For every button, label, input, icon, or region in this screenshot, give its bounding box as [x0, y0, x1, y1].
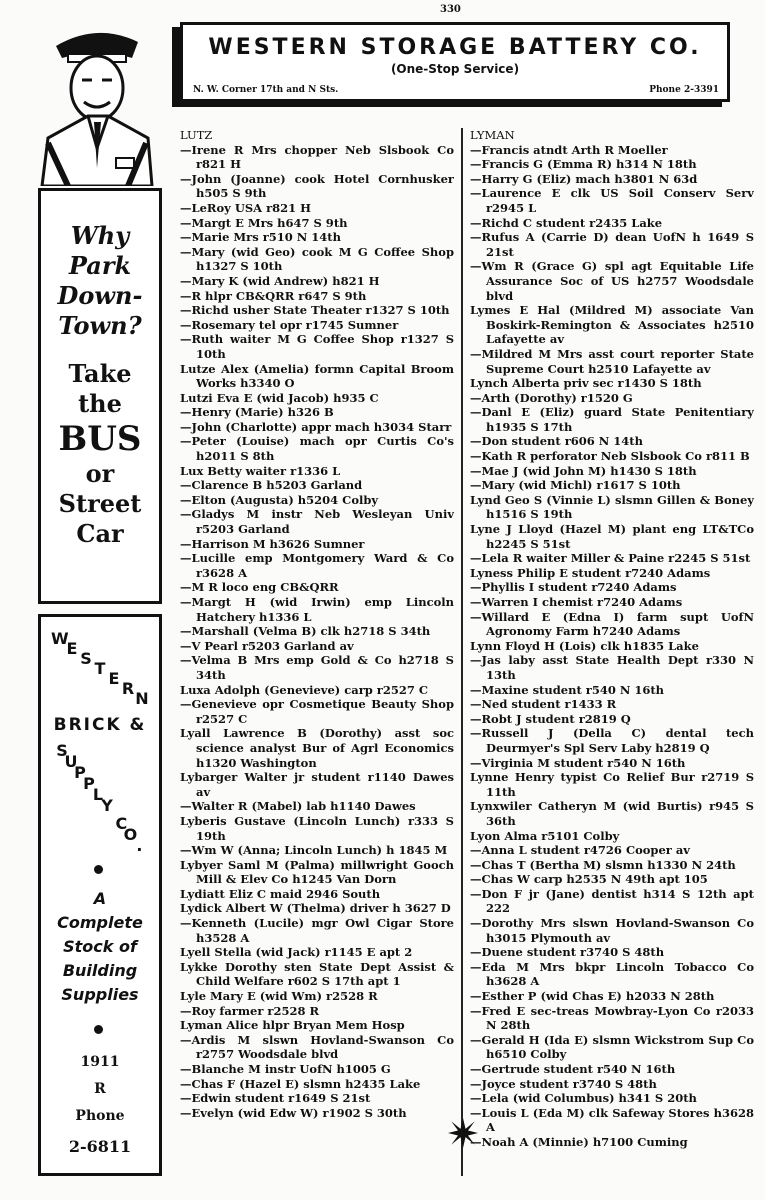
- take-line: the: [78, 389, 122, 418]
- directory-entry: — LeRoy USA r821 H: [180, 201, 454, 216]
- diagonal-letter: E: [108, 669, 120, 688]
- diagonal-letter: U: [64, 752, 78, 771]
- brick-ad-address: Phone: [75, 1108, 125, 1124]
- directory-entry: Lyon Alma r5101 Colby: [470, 828, 620, 843]
- directory-column-right: [470, 128, 754, 1188]
- directory-entry: — Richd usher State Theater r1327 S 10th: [180, 303, 454, 318]
- surname-heading: LYMAN: [470, 128, 515, 142]
- diagonal-letter: C: [115, 813, 128, 833]
- bullet-dot-icon: [94, 1025, 103, 1034]
- directory-entry: — Blanche M instr UofN h1005 G: [180, 1062, 454, 1077]
- directory-entry: — M R loco eng CB&QRR: [180, 580, 454, 595]
- directory-entry: — Mary (wid Geo) cook M G Coffee Shop h1327 S 10th: [180, 245, 454, 274]
- or-line: Street: [58, 489, 142, 518]
- directory-entry: — Lela R waiter Miller & Paine r2245 S 51st: [470, 551, 754, 566]
- column-divider: [461, 128, 463, 1176]
- directory-entry: Lyell Stella (wid Jack) r1145 E apt 2: [180, 945, 413, 960]
- directory-entry: — Arth (Dorothy) r1520 G: [470, 391, 754, 406]
- directory-entry: Lyman Alice hlpr Bryan Mem Hosp: [180, 1018, 405, 1033]
- directory-entry: Lutzi Eva E (wid Jacob) h935 C: [180, 390, 379, 405]
- directory-entry: — Ruth waiter M G Coffee Shop r1327 S 10th: [180, 332, 454, 361]
- directory-entry: — John (Joanne) cook Hotel Cornhusker h505 S 9th: [180, 172, 454, 201]
- diagonal-letter: .: [136, 835, 143, 855]
- stock-line: Supplies: [61, 985, 139, 1004]
- directory-entry: — Fred E sec-treas Mowbray-Lyon Co r2033 N 28th: [470, 1004, 754, 1033]
- diagonal-letter: N: [135, 689, 149, 708]
- directory-entry: — Elton (Augusta) h5204 Colby: [180, 493, 454, 508]
- directory-entry: Lyberis Gustave (Lincoln Lunch) r333 S 19th: [180, 813, 454, 843]
- directory-entry: — Don F jr (Jane) dentist h314 S 12th apt 222: [470, 887, 754, 916]
- directory-entry: — Wm W (Anna; Lincoln Lunch) h 1845 M: [180, 843, 454, 858]
- directory-entry: — Richd C student r2435 Lake: [470, 216, 754, 231]
- directory-entry: Luxa Adolph (Genevieve) carp r2527 C: [180, 682, 429, 697]
- directory-entry: Lydick Albert W (Thelma) driver h 3627 D: [180, 901, 451, 916]
- directory-entry: — Robt J student r2819 Q: [470, 712, 754, 727]
- diagonal-letter: E: [66, 639, 78, 658]
- directory-entry: — John (Charlotte) appr mach h3034 Starr: [180, 420, 454, 435]
- brick-supply-ad: [38, 614, 162, 1176]
- stock-line: A: [93, 889, 107, 908]
- why-line: Why: [70, 221, 130, 250]
- directory-entry: — Louis L (Eda M) clk Safeway Stores h3628 A: [470, 1106, 754, 1135]
- page-number: 330: [440, 4, 461, 15]
- directory-entry: — Anna L student r4726 Cooper av: [470, 843, 754, 858]
- diagonal-letter: L: [92, 785, 104, 804]
- banner-address: N. W. Corner 17th and N Sts.: [193, 85, 339, 95]
- directory-entry: — Ned student r1433 R: [470, 697, 754, 712]
- directory-entry: — Gladys M instr Neb Wesleyan Univ r5203 Garland: [180, 507, 454, 536]
- or-line: or: [85, 459, 115, 488]
- directory-entry: — Marshall (Velma B) clk h2718 S 34th: [180, 624, 454, 639]
- diagonal-letter: P: [74, 763, 86, 782]
- directory-entry: — Don student r606 N 14th: [470, 434, 754, 449]
- directory-entry: — Wm R (Grace G) spl agt Equitable Life Assurance Soc of US h2757 Woodsdale blvd: [470, 259, 754, 303]
- directory-entry: — Kenneth (Lucile) mgr Owl Cigar Store h3528 A: [180, 916, 454, 945]
- directory-entry: — Chas F (Hazel E) slsmn h2435 Lake: [180, 1077, 454, 1092]
- directory-entry: — Warren I chemist r7240 Adams: [470, 595, 754, 610]
- directory-entry: — Esther P (wid Chas E) h2033 N 28th: [470, 989, 754, 1004]
- brick-ad-brick: BRICK &: [53, 715, 147, 735]
- directory-entry: — Harrison M h3626 Sumner: [180, 537, 454, 552]
- directory-entry: — Ardis M slswn Hovland-Swanson Co r2757 Woodsdale blvd: [180, 1033, 454, 1062]
- directory-entry: — Edwin student r1649 S 21st: [180, 1091, 454, 1106]
- directory-entry: Lynne Henry typist Co Relief Bur r2719 S 11th: [470, 770, 754, 799]
- directory-entry: — Virginia M student r540 N 16th: [470, 756, 754, 771]
- directory-entry: — Walter R (Mabel) lab h1140 Dawes: [180, 799, 454, 814]
- directory-entry: Lydiatt Eliz C maid 2946 South: [180, 886, 381, 901]
- directory-entry: — Russell J (Della C) dental tech Deurmyer's Spl Serv Laby h2819 Q: [470, 726, 754, 755]
- why-line: Park: [68, 251, 132, 280]
- diagonal-letter: S: [80, 649, 92, 668]
- directory-entry: Lynch Alberta priv sec r1430 S 18th: [470, 376, 702, 391]
- directory-entry: — Phyllis I student r7240 Adams: [470, 580, 754, 595]
- brick-ad-supply: [41, 617, 159, 857]
- diagonal-letter: Y: [101, 796, 113, 815]
- directory-entry: Lynxwiler Catheryn M (wid Burtis) r945 S 36th: [470, 799, 754, 828]
- directory-entry: Lybyer Saml M (Palma) millwright Gooch Mill & Elev Co h1245 Van Dorn: [180, 857, 454, 887]
- directory-entry: Lynn Floyd H (Lois) clk h1835 Lake: [470, 638, 699, 653]
- bus-word: BUS: [58, 419, 142, 459]
- directory-entry: Lux Betty waiter r1336 L: [180, 463, 341, 478]
- directory-entry: — Peter (Louise) mach opr Curtis Co's h2011 S 8th: [180, 434, 454, 463]
- diagonal-letter: P: [83, 774, 95, 793]
- directory-entry: — Francis atndt Arth R Moeller: [470, 143, 754, 158]
- diagonal-letter: O: [123, 824, 138, 844]
- directory-entry: Lynd Geo S (Vinnie L) slsmn Gillen & Boney h1516 S 19th: [470, 492, 754, 522]
- directory-entry: — Gertrude student r540 N 16th: [470, 1062, 754, 1077]
- directory-entry: Lykke Dorothy sten State Dept Assist & Child Welfare r602 S 17th apt 1: [180, 959, 454, 989]
- directory-entry: — Clarence B h5203 Garland: [180, 478, 454, 493]
- directory-entry: — Lucille emp Montgomery Ward & Co r3628 A: [180, 551, 454, 580]
- banner-phone: Phone 2-3391: [649, 85, 719, 95]
- diagonal-letter: R: [121, 679, 135, 698]
- directory-entry: — Lela (wid Columbus) h341 S 20th: [470, 1091, 754, 1106]
- stock-line: Building: [62, 961, 138, 980]
- directory-entry: Lyle Mary E (wid Wm) r2528 R: [180, 989, 378, 1004]
- directory-entry: — Henry (Marie) h326 B: [180, 405, 454, 420]
- directory-entry: — Gerald H (Ida E) slsmn Wickstrom Sup Co h6510 Colby: [470, 1033, 754, 1062]
- bus-ad: [38, 188, 162, 604]
- directory-entry: — Danl E (Eliz) guard State Penitentiary h1935 S 17th: [470, 405, 754, 434]
- directory-entry: — Rufus A (Carrie D) dean UofN h 1649 S 21st: [470, 230, 754, 259]
- brick-ad-address: R: [94, 1081, 106, 1097]
- directory-entry: — Mary K (wid Andrew) h821 H: [180, 274, 454, 289]
- bus-driver-illustration-icon: [38, 18, 156, 186]
- bullet-dot-icon: [94, 865, 103, 874]
- directory-entry: — Irene R Mrs chopper Neb Slsbook Co r821 H: [180, 143, 454, 172]
- take-line: Take: [68, 359, 132, 388]
- why-line: Down-: [57, 281, 143, 310]
- directory-entry: — Velma B Mrs emp Gold & Co h2718 S 34th: [180, 653, 454, 682]
- brick-ad-address: 1911: [80, 1054, 120, 1070]
- banner-title: WESTERN STORAGE BATTERY CO.: [208, 35, 702, 60]
- directory-entry: — Evelyn (wid Edw W) r1902 S 30th: [180, 1106, 454, 1121]
- directory-entry: Lymes E Hal (Mildred M) associate Van Boskirk-Remington & Associates h2510 Lafayette av: [470, 303, 754, 347]
- directory-entry: — Noah A (Minnie) h7100 Cuming: [470, 1135, 754, 1150]
- directory-entry: — Marie Mrs r510 N 14th: [180, 230, 454, 245]
- stock-line: Complete: [57, 913, 143, 932]
- directory-entry: — R hlpr CB&QRR r647 S 9th: [180, 289, 454, 304]
- directory-entry: — Willard E (Edna I) farm supt UofN Agronomy Farm h7240 Adams: [470, 610, 754, 639]
- battery-company-banner-ad: [180, 22, 730, 102]
- directory-entry: — Chas W carp h2535 N 49th apt 105: [470, 872, 754, 887]
- directory-entry: Lutze Alex (Amelia) formn Capital Broom Works h3340 O: [180, 361, 454, 391]
- stock-line: Stock of: [63, 937, 137, 956]
- diagonal-letter: T: [94, 659, 106, 678]
- directory-entry: Lyness Philip E student r7240 Adams: [470, 565, 711, 580]
- directory-entry: — Dorothy Mrs slswn Hovland-Swanson Co h3015 Plymouth av: [470, 916, 754, 945]
- star-burst-icon: [448, 1118, 478, 1148]
- directory-entry: — Mae J (wid John M) h1430 S 18th: [470, 464, 754, 479]
- brick-ad-phone: 2-6811: [68, 1137, 132, 1156]
- directory-entry: — Eda M Mrs bkpr Lincoln Tobacco Co h3628 A: [470, 960, 754, 989]
- directory-entry: — Roy farmer r2528 R: [180, 1004, 454, 1019]
- directory-entry: — Harry G (Eliz) mach h3801 N 63d: [470, 172, 754, 187]
- directory-entry: — Maxine student r540 N 16th: [470, 683, 754, 698]
- directory-entry: — Francis G (Emma R) h314 N 18th: [470, 157, 754, 172]
- directory-entry: — V Pearl r5203 Garland av: [180, 639, 454, 654]
- surname-heading: LUTZ: [180, 128, 213, 142]
- diagonal-letter: S: [56, 741, 68, 760]
- directory-entry: — Mary (wid Michl) r1617 S 10th: [470, 478, 754, 493]
- directory-entry: Lyne J Lloyd (Hazel M) plant eng LT&TCo h2245 S 51st: [470, 522, 754, 551]
- directory-entry: — Duene student r3740 S 48th: [470, 945, 754, 960]
- directory-entry: — Joyce student r3740 S 48th: [470, 1077, 754, 1092]
- directory-entry: Lybarger Walter jr student r1140 Dawes av: [180, 770, 454, 799]
- directory-entry: — Margt E Mrs h647 S 9th: [180, 216, 454, 231]
- why-line: Town?: [58, 311, 142, 340]
- directory-entry: — Genevieve opr Cosmetique Beauty Shop r2527 C: [180, 697, 454, 726]
- banner-subtitle: (One-Stop Service): [390, 62, 520, 76]
- directory-entry: Lyall Lawrence B (Dorothy) asst soc science analyst Bur of Agrl Economics h1320 Washington: [180, 726, 454, 770]
- directory-entry: — Chas T (Bertha M) slsmn h1330 N 24th: [470, 858, 754, 873]
- directory-entry: — Laurence E clk US Soil Conserv Serv r2945 L: [470, 186, 754, 215]
- directory-entry: — Rosemary tel opr r1745 Sumner: [180, 318, 454, 333]
- or-line: Car: [76, 519, 124, 548]
- directory-entry: — Kath R perforator Neb Slsbook Co r811 B: [470, 449, 754, 464]
- directory-column-left: [180, 128, 454, 1188]
- directory-entry: — Margt H (wid Irwin) emp Lincoln Hatchery h1336 L: [180, 595, 454, 624]
- directory-entry: — Mildred M Mrs asst court reporter State Supreme Court h2510 Lafayette av: [470, 347, 754, 376]
- diagonal-letter: W: [51, 629, 69, 648]
- directory-entry: — Jas laby asst State Health Dept r330 N 13th: [470, 653, 754, 682]
